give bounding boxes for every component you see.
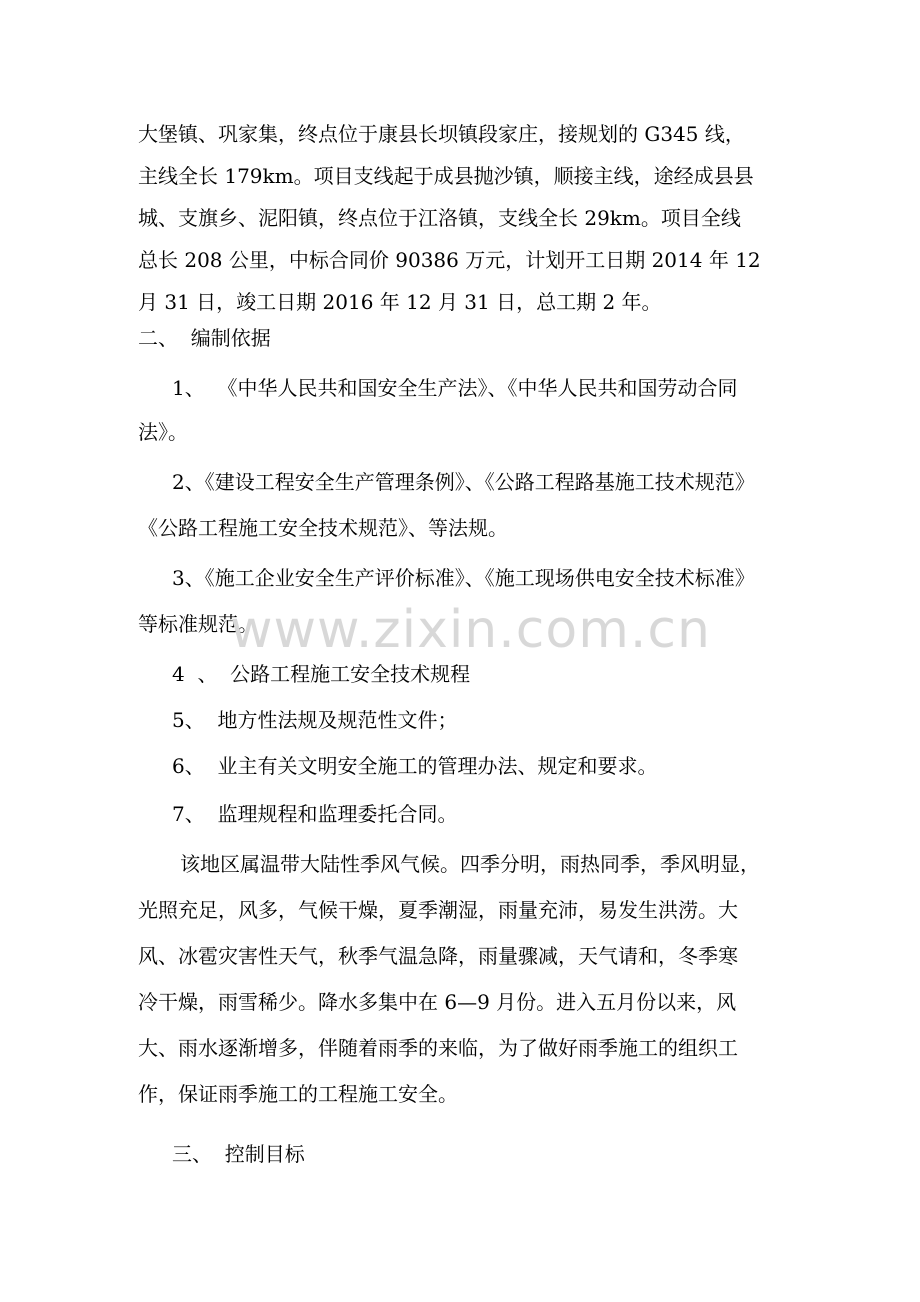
intro-line-4: 总长 208 公里，中标合同价 90386 万元，计划开工日期 2014 年 12 (138, 248, 761, 272)
intro-line-3: 城、支旗乡、泥阳镇，终点位于江洛镇，支线全长 29km。项目全线 (138, 206, 741, 230)
basis-item-1-line-2: 法》。 (138, 420, 188, 444)
section-heading-basis: 二、 编制依据 (138, 326, 271, 350)
basis-item-4: 4 、 公路工程施工安全技术规程 (172, 662, 471, 686)
basis-item-5: 5、 地方性法规及规范性文件； (172, 708, 458, 732)
climate-line-4: 冷干燥，雨雪稀少。降水多集中在 6—9 月份。进入五月份以来，风 (138, 990, 737, 1014)
basis-item-7: 7、 监理规程和监理委托合同。 (172, 802, 458, 826)
climate-line-3: 风、冰雹灾害性天气，秋季气温急降，雨量骤减，天气请和，冬季寒 (138, 944, 738, 968)
basis-item-3-line-2: 等标准规范。 (138, 612, 258, 636)
section-heading-control-target: 三、 控制目标 (172, 1142, 305, 1166)
intro-line-2: 主线全长 179km。项目支线起于成县抛沙镇，顺接主线，途经成县县 (138, 164, 754, 188)
basis-item-6: 6、 业主有关文明安全施工的管理办法、规定和要求。 (172, 754, 658, 778)
climate-line-6: 作，保证雨季施工的工程施工安全。 (138, 1082, 458, 1106)
climate-line-5: 大、雨水逐渐增多，伴随着雨季的来临，为了做好雨季施工的组织工 (138, 1036, 738, 1060)
basis-item-2-line-2: 《公路工程施工安全技术规范》、等法规。 (138, 516, 508, 540)
watermark: www.zixin.com.cn (230, 600, 711, 660)
basis-item-1-line-1: 1、 《中华人民共和国安全生产法》、《中华人民共和国劳动合同 (172, 376, 738, 400)
climate-line-2: 光照充足，风多，气候干燥，夏季潮湿，雨量充沛，易发生洪涝。大 (138, 898, 738, 922)
intro-line-1: 大堡镇、巩家集，终点位于康县长坝镇段家庄，接规划的 G345 线， (138, 122, 745, 146)
climate-line-1: 该地区属温带大陆性季风气候。四季分明，雨热同季，季风明显， (180, 852, 760, 876)
basis-item-3-line-1: 3、《施工企业安全生产评价标准》、《施工现场供电安全技术标准》 (172, 566, 755, 590)
basis-item-2-line-1: 2、《建设工程安全生产管理条例》、《公路工程路基施工技术规范》 (172, 470, 755, 494)
intro-line-5: 月 31 日，竣工日期 2016 年 12 月 31 日，总工期 2 年。 (138, 290, 662, 314)
